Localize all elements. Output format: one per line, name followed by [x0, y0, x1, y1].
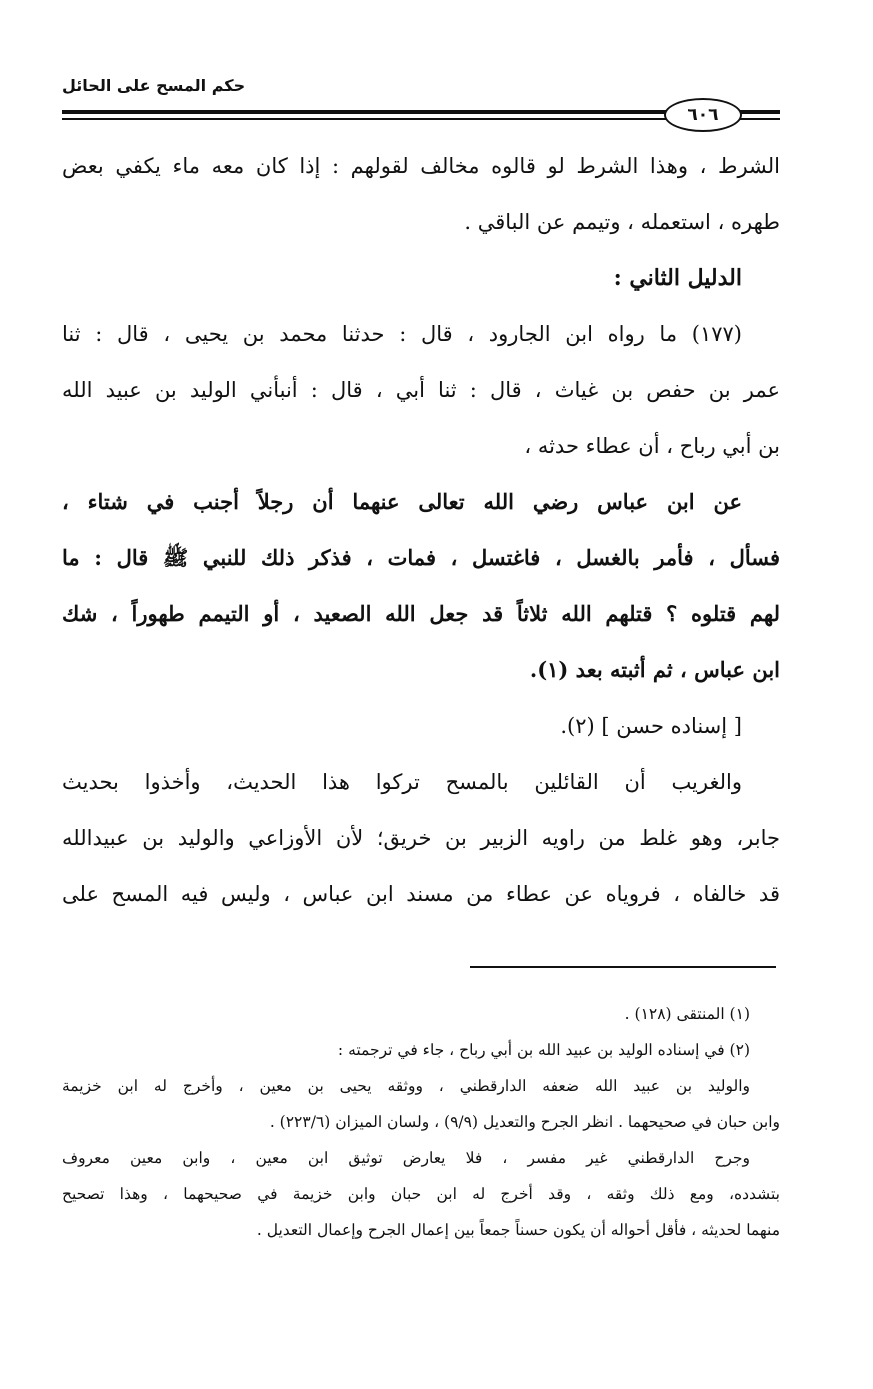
- hadith-text-line: لهم قتلوه ؟ قتلهم الله ثلاثاً قد جعل الله الصعيد ، أو التيمم طهوراً ، شك: [62, 601, 780, 626]
- body-line: والغريب أن القائلين بالمسح تركوا هذا الحديث، وأخذوا بحديث: [62, 770, 742, 794]
- hadith-chain-line: بن أبي رباح ، أن عطاء حدثه ،: [524, 434, 780, 458]
- hadith-chain-line: (١٧٧) ما رواه ابن الجارود ، قال : حدثنا محمد بن يحيى ، قال : ثنا: [62, 322, 742, 346]
- page-number: ٦٠٦: [664, 98, 742, 132]
- body-line: طهره ، استعمله ، وتيمم عن الباقي .: [464, 210, 780, 234]
- body-line: قد خالفاه ، فروياه عن عطاء من مسند ابن عباس ، وليس فيه المسح على: [62, 882, 780, 906]
- header-rule-thin: [62, 118, 668, 120]
- body-line: جابر، وهو غلط من راويه الزبير بن خريق؛ لأن الأوزاعي والوليد بن عبيدالله: [62, 826, 780, 850]
- footnote-line: وجرح الدارقطني غير مفسر ، فلا يعارض توثيق ابن معين ، وابن معين معروف: [62, 1149, 750, 1167]
- footnote-line: والوليد بن عبيد الله ضعفه الدارقطني ، ووثقه يحيى بن معين ، وأخرج له ابن خزيمة: [62, 1077, 750, 1095]
- header-rule-thin-right: [740, 118, 780, 120]
- footnote-line: بتشدده، ومع ذلك وثقه ، وقد أخرج له ابن حبان وابن خزيمة في صحيحهما ، وهذا تصحيح: [62, 1185, 780, 1203]
- body-line: الشرط ، وهذا الشرط لو قالوه مخالف لقولهم : إذا كان معه ماء يكفي بعض: [62, 154, 780, 178]
- running-title: حكم المسح على الحائل: [62, 76, 246, 95]
- body-text: [62, 138, 780, 922]
- header-rule-thick: [62, 110, 668, 114]
- footnotes: [62, 990, 780, 1248]
- section-heading: الدليل الثاني :: [613, 265, 742, 291]
- footnote-line: وابن حبان في صحيحهما . انظر الجرح والتعديل (٩/٩) ، ولسان الميزان (٢٢٣/٦) .: [269, 1113, 780, 1131]
- footnote-divider: [470, 966, 776, 968]
- hadith-chain-line: عمر بن حفص بن غياث ، قال : ثنا أبي ، قال : أنبأني الوليد بن عبيد الله: [62, 378, 780, 402]
- hadith-text-line: فسأل ، فأمر بالغسل ، فاغتسل ، فمات ، فذكر ذلك للنبي ﷺ قال : ما: [62, 545, 780, 570]
- hadith-text-line: عن ابن عباس رضي الله تعالى عنهما أن رجلاً أجنب في شتاء ،: [62, 489, 742, 514]
- hadith-text-line: ابن عباس ، ثم أثبته بعد (١).: [529, 657, 780, 682]
- footnote-line: منهما لحديثه ، فأقل أحواله أن يكون حسناً جمعاً بين إعمال الجرح وإعمال التعديل .: [256, 1221, 780, 1239]
- footnote-1: (١) المنتقى (١٢٨) .: [624, 1005, 750, 1023]
- header-rule-thick-right: [740, 110, 780, 114]
- isnad-grade: [ إسناده حسن ] (٢).: [560, 714, 742, 738]
- footnote-2: (٢) في إسناده الوليد بن عبيد الله بن أبي رباح ، جاء في ترجمته :: [337, 1041, 750, 1059]
